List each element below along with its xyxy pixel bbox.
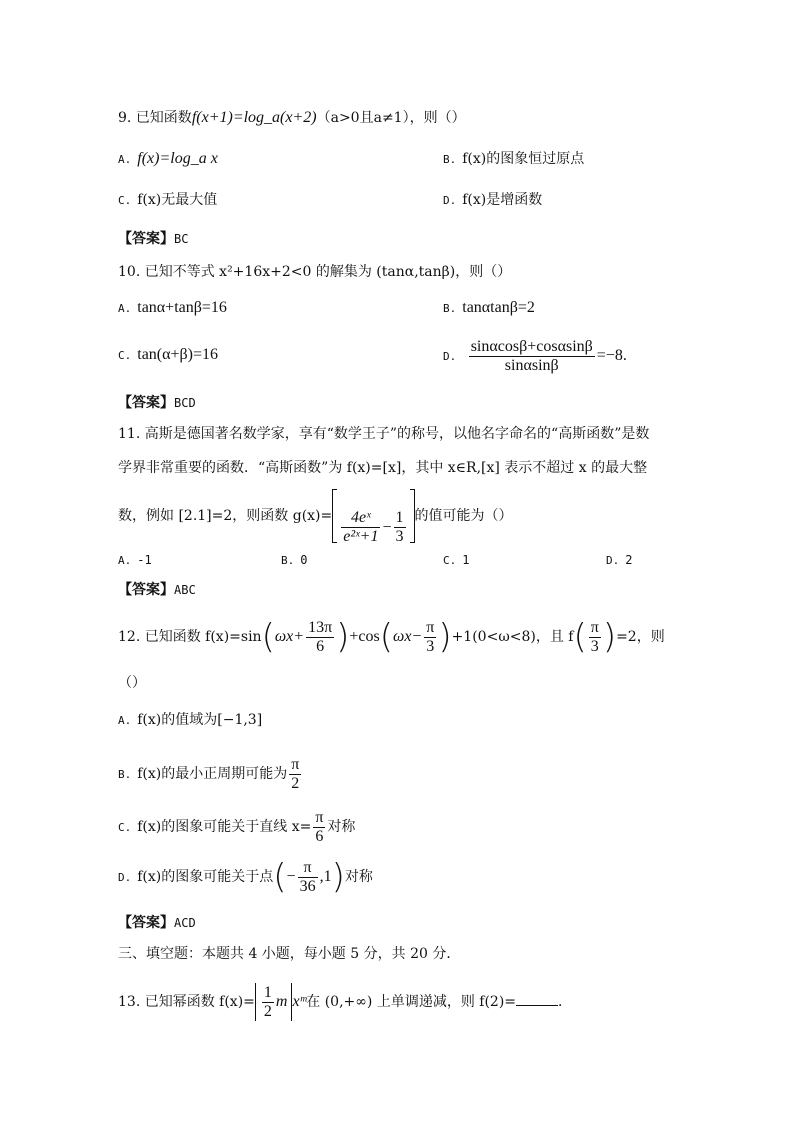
- q11-option-a: A. -1: [118, 553, 152, 567]
- section-3-heading: 三、填空题：本题共 4 小题，每小题 5 分，共 20 分．: [118, 946, 461, 962]
- q10-stem: 10. 已知不等式 x²+16x+2<0 的解集为 (tanα,tanβ)，则（）: [118, 264, 512, 280]
- q11-option-c: C. 1: [443, 553, 470, 567]
- q9-stem: 9. 已知函数f(x+1)=log_a(x+2)（a>0且a≠1），则（）: [118, 109, 466, 126]
- q12-stem: 12. 已知函数 f(x)=sin(ωx+ $\frac{13\pi}{6}$ )+cos(ωx− $\frac{\pi}{3}$ )+1(0<ω<8)，且 f( $\frac{\pi}{3}$ )=2，则: [118, 617, 665, 657]
- q10-option-c: C. tan(α+β)=16: [118, 346, 219, 363]
- q11-option-d: D. 2: [606, 553, 633, 567]
- q13-answer-blank[interactable]: [516, 991, 558, 1006]
- q11-floor-bracket: $\frac{\text{4eˣ}}{\text{e²ˣ+1}}$ − $\frac{1}{3}$: [332, 490, 414, 542]
- q9-option-a: A. f(x)=log_a x: [118, 150, 218, 167]
- q9-answer: 【答案】BC: [118, 231, 189, 247]
- q11-answer: 【答案】ABC: [118, 582, 196, 598]
- q10-d-fraction: $\frac{\sin\alpha\cos\beta+\cos\alpha\sin\beta}{\sin\alpha\sin\beta}$: [470, 337, 593, 374]
- q9-option-b: B. f(x)的图象恒过原点: [443, 151, 585, 167]
- q9-option-c: C. f(x)无最大值: [118, 192, 218, 208]
- q9-option-d: D. f(x)是增函数: [443, 192, 543, 208]
- q12-option-a: A. f(x)的值域为[−1,3]: [118, 712, 263, 728]
- q11-option-b: B. 0: [281, 553, 308, 567]
- q13-stem: 13. 已知幂函数 f(x)= $\frac{1}{2}$ m xᵐ在 (0,+∞) 上单调递减，则 f(2)= ．: [118, 983, 573, 1020]
- q10-option-b: B. tanαtanβ=2: [443, 299, 535, 316]
- q11-line3: 数，例如 [2.1]=2，则函数 g(x)= $\frac{\text{4eˣ}}{\text{e²ˣ+1}}$ − $\frac{1}{3}$ 的值可能为（）: [118, 488, 513, 544]
- q10-answer: 【答案】BCD: [118, 395, 196, 411]
- q10-option-d: D. $\frac{\sin\alpha\cos\beta+\cos\alpha\sin\beta}{\sin\alpha\sin\beta}$ =−8.: [443, 337, 627, 374]
- q11-line1: 11. 高斯是德国著名数学家，享有“数学王子”的称号，以他名字命名的“高斯函数”是数: [118, 426, 650, 442]
- q12-line2: （）: [118, 675, 146, 691]
- q13-abs: $\frac{1}{2}$ m: [255, 983, 293, 1021]
- q12-answer: 【答案】ACD: [118, 915, 196, 931]
- q11-line2: 学界非常重要的函数．“高斯函数”为 f(x)=[x]，其中 x∈R,[x] 表示不超过 x 的最大整: [118, 460, 648, 476]
- q12-option-b: B. f(x)的最小正周期可能为 $\frac{\pi}{2}$: [118, 755, 300, 792]
- q10-option-a: A. tanα+tanβ=16: [118, 299, 227, 316]
- q12-option-c: C. f(x)的图象可能关于直线 x= $\frac{\pi}{6}$ 对称: [118, 808, 356, 845]
- q12-option-d: D. f(x)的图象可能关于点(− $\frac{\pi}{36}$ ,1)对称: [118, 857, 373, 897]
